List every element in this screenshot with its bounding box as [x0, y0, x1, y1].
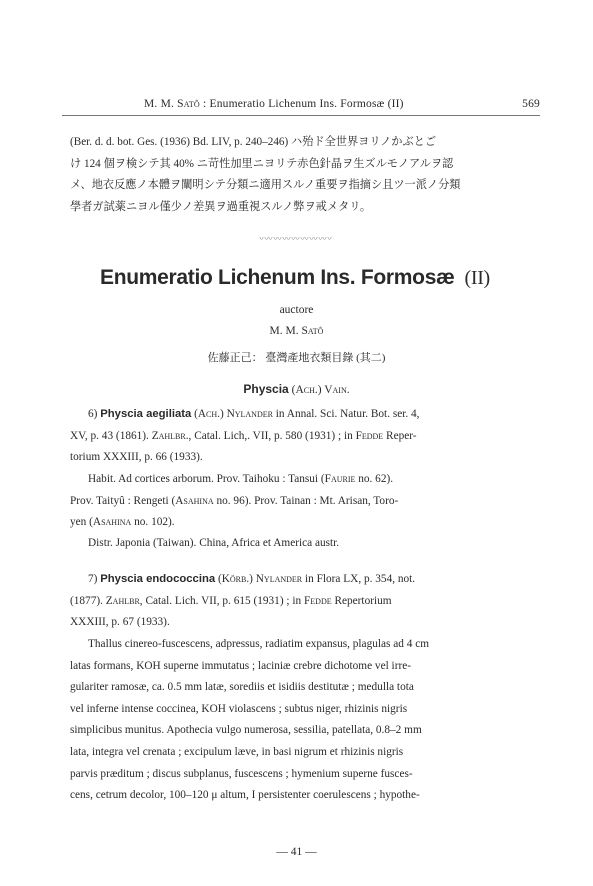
- page-footer-number: — 41 —: [276, 846, 317, 858]
- entry-7: 7) Physcia endococcina (Körb.) Nylander in Flora LX, p. 354, not. (1877). Zahlbr, Catal. Lich. VII, p. 615 (1931) ; in Fedde Repertorium XXXIII, p. 67 (1933).: [70, 573, 416, 629]
- page-number: 569: [522, 98, 540, 110]
- species-name: Physcia endococcina: [100, 573, 216, 585]
- species-name: Physcia aegiliata: [100, 408, 192, 420]
- wavy-separator: 〰〰〰〰〰〰〰〰: [259, 237, 331, 243]
- auctore-label: auctore: [279, 304, 314, 316]
- intro-paragraph: (Ber. d. d. bot. Ges. (1936) Bd. LIV, p. 240–246) ハ殆ド全世界ヨリノかぶとご け 124 個ヲ検シテ其 40% ニ苛性加里ニヨリテ赤色針晶ヲ生ズルモノアルヲ認 メ、地衣反應ノ本體ヲ闡明シテ分類ニ適用スルノ重要ヲ指摘シ且ツ一派ノ分類 學者ガ試薬ニヨル僅少ノ差異ヲ過重視スルノ弊ヲ戒メタリ。: [70, 136, 461, 213]
- japanese-subtitle: 佐藤正己： 臺灣產地衣類目錄 (其二): [207, 352, 386, 364]
- entry-6-habitat: Habit. Ad cortices arborum. Prov. Taihoku : Tansui (Faurie no. 62). Prov. Taityû : Rengeti (Asahina no. 96). Prov. Tainan : Mt. Arisan, Toro- yen (Asahina no. 102).: [70, 473, 399, 529]
- article-author: M. M. Satô: [269, 325, 324, 337]
- running-title: M. M. Satô : Enumeratio Lichenum Ins. Formosæ (II): [144, 98, 404, 110]
- genus-heading: Physcia (Ach.) Vain.: [243, 382, 350, 396]
- entry-7-description: Thallus cinereo-fuscescens, adpressus, radiatim expansus, plagulas ad 4 cm latas formans, KOH superne immutatus ; laciniæ crebre dichotome vel irre- gulariter ramosæ, ca. 0.5 mm latæ, sorediis et isidiis destitutæ ; medulla tota vel inferne intense coccinea, KOH violascens ; subtus niger, rhizinis nigris simplicibus munitus. Apothecia vulgo numerosa, sessilia, patellata, 0.8–2 mm lata, integra vel crenata ; excipulum læve, in basi nigrum et rhizinis nigris parvis præditum ; discus subplanus, fuscescens ; hymenium superne fusces- cens, cetrum decolor, 100–120 μ altum, I persistenter coerulescens ; hypothe-: [70, 638, 429, 802]
- entry-6: 6) Physcia aegiliata (Ach.) Nylander in Annal. Sci. Natur. Bot. ser. 4, XV, p. 43 (1861). Zahlbr., Catal. Lich,. VII, p. 580 (1931) ; in Fedde Reper- torium XXXIII, p. 66 (1933).: [70, 408, 420, 464]
- header-rule: [62, 115, 540, 116]
- entry-6-distribution: Distr. Japonia (Taiwan). China, Africa et America austr.: [88, 537, 340, 549]
- article-title: Enumeratio Lichenum Ins. Formosæ (II): [100, 266, 490, 289]
